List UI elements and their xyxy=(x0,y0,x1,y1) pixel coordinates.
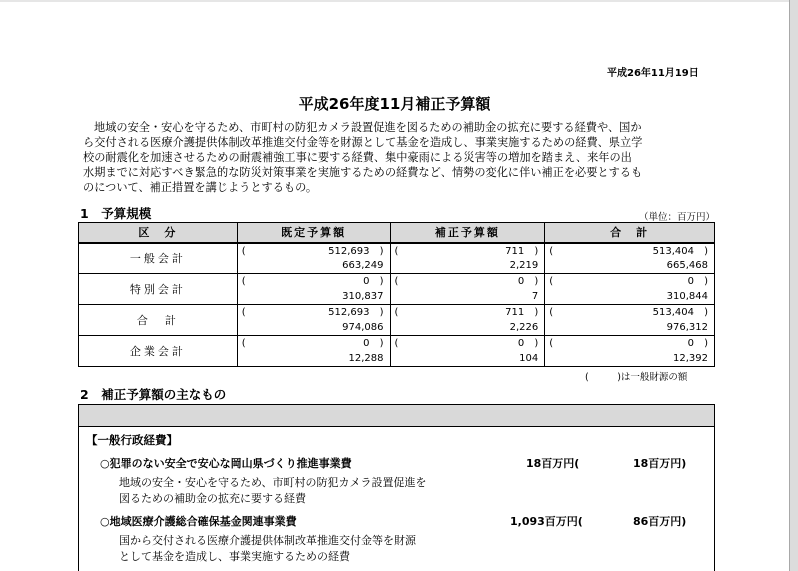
amount-value: 104 xyxy=(519,353,539,364)
open-paren: ( xyxy=(549,276,554,287)
item-description-line: 図るための補助金の拡充に要する経費 xyxy=(119,492,306,505)
intro-paragraph xyxy=(83,120,723,195)
intro-line: 校の耐震化を加速させるための耐震補強工事に要する経費、集中豪雨による災害等の増加を踏まえ、来年の出 xyxy=(83,151,632,164)
amount-value: 663,249 xyxy=(342,260,384,271)
item-amount: 1,093百万円( xyxy=(510,515,583,528)
row-label: 一般会計 xyxy=(79,243,238,274)
amount-value: 12,288 xyxy=(348,353,384,364)
open-paren: ( xyxy=(241,338,246,349)
open-paren: ( xyxy=(241,307,246,318)
category-heading: 【一般行政経費】 xyxy=(86,433,178,447)
amount-value: 12,392 xyxy=(673,353,708,364)
close-paren: ) xyxy=(534,307,539,318)
row-label: 合 計 xyxy=(79,305,238,336)
existing-budget-cell xyxy=(237,243,390,274)
close-paren: ) xyxy=(704,245,708,257)
table-row xyxy=(79,274,715,305)
table-row xyxy=(79,305,715,336)
general-revenue-value: 711 xyxy=(505,245,525,257)
amount-value: 665,468 xyxy=(666,260,708,271)
open-paren: ( xyxy=(394,245,399,257)
general-revenue-value: 0 xyxy=(687,338,694,349)
section-heading-budget-scale: 1 予算規模 xyxy=(80,206,152,221)
open-paren: ( xyxy=(549,245,554,257)
intro-line: のについて、補正措置を講じようとするもの。 xyxy=(83,181,318,194)
amount-value: 974,086 xyxy=(342,322,384,333)
open-paren: ( xyxy=(241,276,246,287)
general-revenue-value: 711 xyxy=(505,307,525,318)
table-header-row xyxy=(79,223,715,243)
header-existing-budget: 既定予算額 xyxy=(237,223,390,243)
general-revenue-value: 0 xyxy=(517,276,525,287)
general-revenue-value: 0 xyxy=(517,338,525,349)
header-supplementary-budget: 補正予算額 xyxy=(390,223,545,243)
close-paren: ) xyxy=(534,245,539,257)
close-paren: ) xyxy=(379,338,384,349)
total-cell xyxy=(545,305,715,336)
amount-value: 310,837 xyxy=(342,291,384,302)
total-cell xyxy=(545,336,715,367)
total-cell xyxy=(545,274,715,305)
close-paren: ) xyxy=(534,276,539,287)
close-paren: ) xyxy=(704,276,708,287)
table-row xyxy=(79,336,715,367)
budget-table xyxy=(78,222,715,367)
general-revenue-value: 513,404 xyxy=(652,245,694,257)
header-total: 合 計 xyxy=(545,223,715,243)
item-description-line: として基金を造成し、事業実施するための経費 xyxy=(119,550,350,563)
open-paren: ( xyxy=(394,338,399,349)
supplementary-budget-cell xyxy=(390,305,545,336)
close-paren: ) xyxy=(704,338,708,349)
general-revenue-value: 0 xyxy=(363,276,370,287)
close-paren: ) xyxy=(379,245,384,257)
amount-value: 310,844 xyxy=(666,291,708,302)
item-title: ○犯罪のない安全で安心な岡山県づくり推進事業費 xyxy=(100,457,352,470)
main-items-box-header xyxy=(79,405,714,427)
general-revenue-value: 0 xyxy=(687,276,694,287)
item-general-revenue: 18百万円) xyxy=(633,457,687,470)
unit-label: （単位：百万円） xyxy=(639,212,716,223)
open-paren: ( xyxy=(549,338,554,349)
general-revenue-note: ( )は一般財源の額 xyxy=(585,372,688,383)
row-label: 特別会計 xyxy=(79,274,238,305)
general-revenue-value: 512,693 xyxy=(328,307,370,318)
supplementary-budget-cell xyxy=(390,243,545,274)
existing-budget-cell xyxy=(237,336,390,367)
item-description-line: 地域の安全・安心を守るため、市町村の防犯カメラ設置促進を xyxy=(119,476,427,489)
general-revenue-value: 0 xyxy=(363,338,370,349)
item-description xyxy=(119,533,416,565)
window-top-edge xyxy=(0,0,789,2)
close-paren: ) xyxy=(704,307,708,318)
header-category: 区 分 xyxy=(79,223,238,243)
open-paren: ( xyxy=(241,245,246,257)
intro-line: 地域の安全・安心を守るため、市町村の防犯カメラ設置促進を図るための補助金の拡充に要する経費や、国か xyxy=(94,121,642,134)
close-paren: ) xyxy=(379,276,384,287)
table-row xyxy=(79,243,715,274)
existing-budget-cell xyxy=(237,305,390,336)
vertical-scrollbar[interactable] xyxy=(789,0,798,571)
item-title: ○地域医療介護総合確保基金関連事業費 xyxy=(100,515,297,528)
item-general-revenue: 86百万円) xyxy=(633,515,687,528)
supplementary-budget-cell xyxy=(390,274,545,305)
intro-line: 水期までに対応すべき緊急的な防災対策事業を実施するための経費など、情勢の変化に伴い補正を必要とするも xyxy=(83,166,643,179)
close-paren: ) xyxy=(379,307,384,318)
supplementary-budget-cell xyxy=(390,336,545,367)
amount-value: 2,219 xyxy=(509,260,539,271)
item-description-line: 国から交付される医療介護提供体制改革推進交付金等を財源 xyxy=(119,534,416,547)
amount-value: 7 xyxy=(531,291,539,302)
document-title: 平成26年度11月補正予算額 xyxy=(298,95,491,113)
close-paren: ) xyxy=(534,338,539,349)
section-heading-main-items: 2 補正予算額の主なもの xyxy=(80,387,227,402)
open-paren: ( xyxy=(394,307,399,318)
existing-budget-cell xyxy=(237,274,390,305)
item-amount: 18百万円( xyxy=(526,457,580,470)
document-date: 平成26年11月19日 xyxy=(607,68,699,79)
general-revenue-value: 513,404 xyxy=(652,307,694,318)
amount-value: 976,312 xyxy=(666,322,708,333)
intro-line: ら交付される医療介護提供体制改革推進交付金等を財源として基金を造成し、事業実施するための経費、県立学 xyxy=(83,136,643,149)
row-label: 企業会計 xyxy=(79,336,238,367)
open-paren: ( xyxy=(394,276,399,287)
item-description xyxy=(119,475,427,507)
general-revenue-value: 512,693 xyxy=(328,245,370,257)
open-paren: ( xyxy=(549,307,554,318)
amount-value: 2,226 xyxy=(509,322,539,333)
total-cell xyxy=(545,243,715,274)
